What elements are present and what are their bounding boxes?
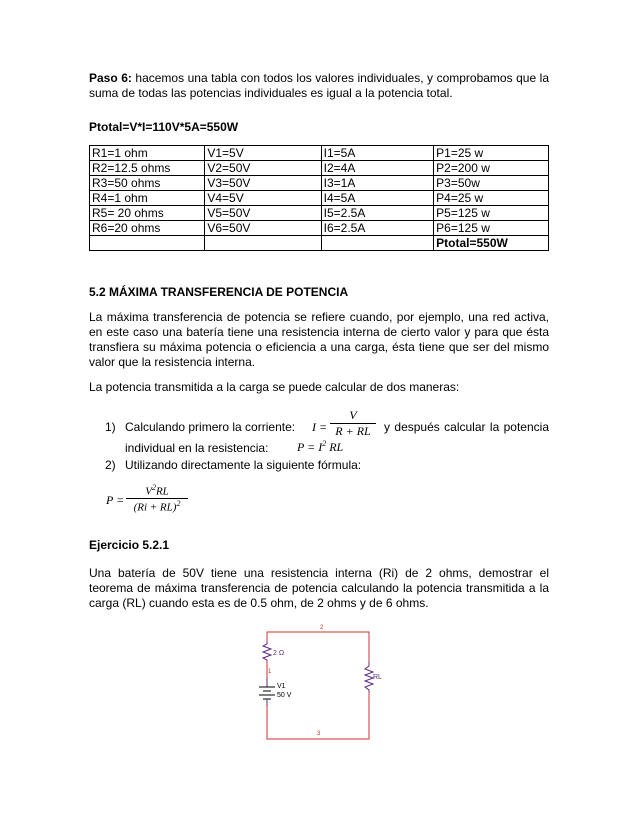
node-label-bottom: 3 (317, 731, 321, 737)
power-cell: P1=25 w (434, 146, 549, 161)
voltage-cell: V5=50V (205, 206, 321, 221)
item2-number: 2) (105, 458, 116, 472)
formula-current-denominator: R + RL (335, 424, 371, 438)
formula-max-numerator (126, 483, 188, 498)
table-row (90, 161, 549, 176)
formula-current-lhs: I = (312, 420, 328, 434)
power-cell: Ptotal=550W (434, 236, 549, 251)
ri-label: 2 Ω (273, 650, 285, 657)
table-row (90, 236, 549, 251)
formula-max-fraction (126, 483, 188, 513)
resistance-cell (90, 236, 205, 251)
resistance-cell: R6=20 ohms (90, 221, 205, 236)
section-intro: La máxima transferencia de potencia se refiere cuando, por ejemplo, una red activa, en este caso una batería tiene una resistencia interna de cierto valor y para que ésta transfiera su máxima potencia o eficiencia a una carga, ésta tiene que ser del mismo valor que la resistencia interna. (89, 310, 549, 369)
circuit-diagram (240, 620, 400, 745)
formula-max-num-exp: 2 (151, 483, 156, 492)
voltage-cell (205, 236, 321, 251)
table-row (90, 206, 549, 221)
section-heading: 5.2 MÁXIMA TRANSFERENCIA DE POTENCIA (89, 285, 349, 299)
current-cell: I4=5A (321, 191, 434, 206)
formula-max-denominator (126, 499, 188, 514)
voltage-cell: V4=5V (205, 191, 321, 206)
table-row (90, 176, 549, 191)
voltage-cell: V3=50V (205, 176, 321, 191)
formula-power (297, 439, 343, 455)
formula-power-base: P = I (297, 440, 323, 454)
current-cell (321, 236, 434, 251)
formula-max-num-base: V (145, 485, 152, 498)
table-row (90, 221, 549, 236)
current-cell: I2=4A (321, 161, 434, 176)
formula-max-den-base: (Ri + RL) (133, 501, 177, 514)
wire-top (267, 632, 369, 662)
exercise-heading: Ejercicio 5.2.1 (89, 538, 170, 552)
node-label-top: 2 (320, 625, 324, 631)
power-cell: P4=25 w (434, 191, 549, 206)
item1-text-c: individual en la resistencia: (125, 441, 269, 455)
formula-power-tail: RL (326, 440, 344, 454)
formula-current-fraction (330, 408, 376, 439)
source-value: 50 V (277, 692, 292, 699)
resistance-cell: R5= 20 ohms (90, 206, 205, 221)
paso6-paragraph (89, 71, 549, 101)
item1-number: 1) (105, 420, 116, 434)
exercise-text: Una batería de 50V tiene una resistencia interna (Ri) de 2 ohms, demostrar el teorema de máxima transferencia de potencia calculando la potencia transmitida a la carga (RL) cuando esta es de 0.5 ohm, de 2 ohms y de 6 ohms. (89, 566, 549, 610)
table-row (90, 146, 549, 161)
current-cell: I5=2.5A (321, 206, 434, 221)
power-cell: P2=200 w (434, 161, 549, 176)
power-cell: P3=50w (434, 176, 549, 191)
current-cell: I3=1A (321, 176, 434, 191)
formula-max-num-tail: RL (155, 485, 169, 498)
resistor-ri (263, 642, 271, 661)
battery-symbol (259, 678, 275, 706)
formula-power-exponent: 2 (322, 439, 327, 448)
paso6-label: Paso 6: (89, 71, 132, 85)
source-name: V1 (277, 683, 286, 690)
paso6-text: hacemos una tabla con todos los valores individuales, y comprobamos que la suma de todas las potencias individuales es igual a la potencia total. (89, 71, 549, 100)
resistance-cell: R3=50 ohms (90, 176, 205, 191)
rl-label: RL (373, 674, 382, 681)
item1-text-b: y después calcular la potencia (384, 420, 549, 434)
resistance-cell: R4=1 ohm (90, 191, 205, 206)
power-cell: P6=125 w (434, 221, 549, 236)
resistance-cell: R2=12.5 ohms (90, 161, 205, 176)
formula-max-den-exp: 2 (176, 498, 181, 508)
formula-current-numerator: V (349, 408, 357, 422)
ptotal-formula: Ptotal=V*I=110V*5A=550W (89, 120, 239, 134)
formula-max-lhs: P = (106, 493, 125, 507)
section-ways: La potencia transmitida a la carga se puede calcular de dos maneras: (89, 380, 460, 394)
current-cell: I1=5A (321, 146, 434, 161)
resistor-rl (365, 662, 373, 692)
table-row (90, 191, 549, 206)
voltage-cell: V1=5V (205, 146, 321, 161)
resistance-cell: R1=1 ohm (90, 146, 205, 161)
voltage-cell: V2=50V (205, 161, 321, 176)
item2-text: Utilizando directamente la siguiente fórmula: (125, 458, 362, 472)
power-cell: P5=125 w (434, 206, 549, 221)
item1-text-a: Calculando primero la corriente: (125, 420, 296, 434)
current-cell: I6=2.5A (321, 221, 434, 236)
values-table (89, 145, 549, 251)
node-label-mid: 1 (268, 669, 272, 675)
voltage-cell: V6=50V (205, 221, 321, 236)
